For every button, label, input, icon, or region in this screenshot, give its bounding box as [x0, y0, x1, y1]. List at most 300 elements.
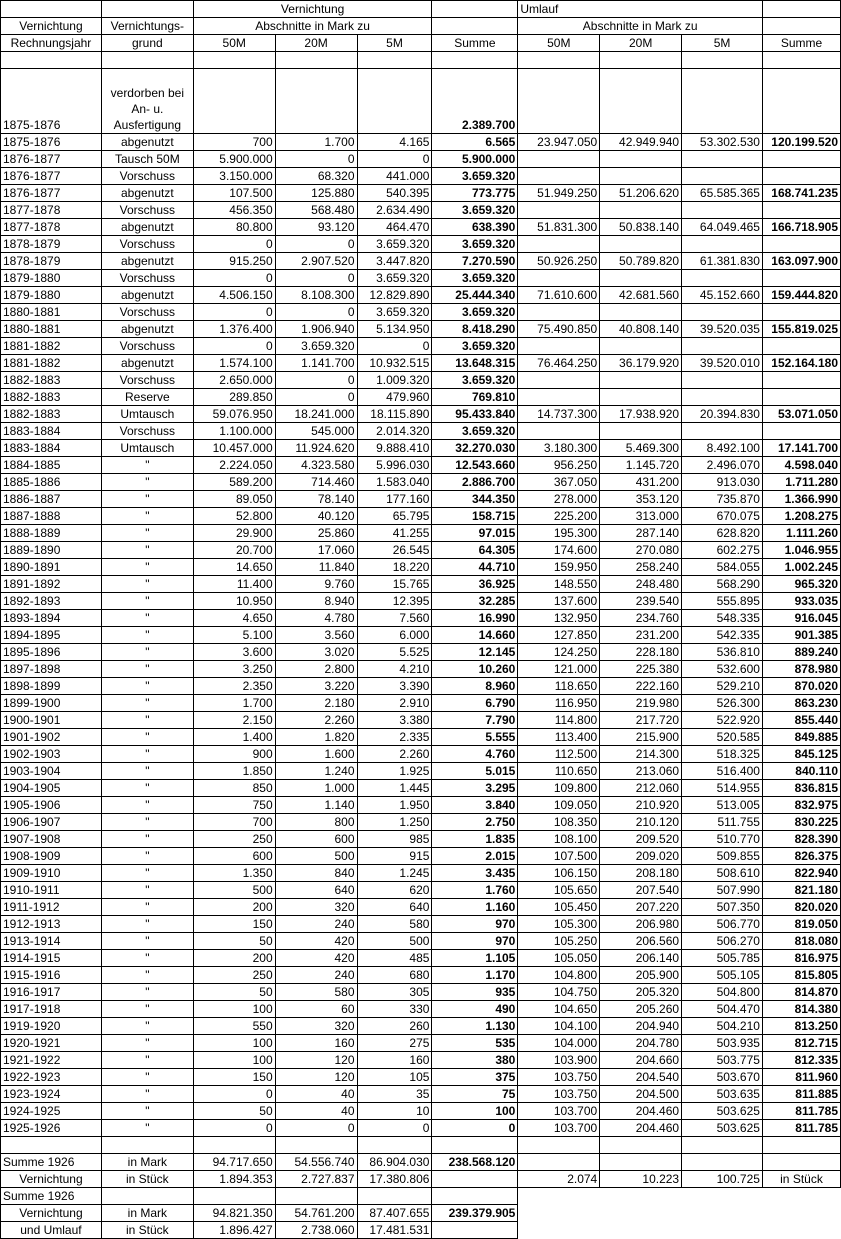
umlauf-5m-cell: 568.290	[682, 576, 763, 593]
table-row	[1, 219, 841, 236]
umlauf-5m-cell: 514.955	[682, 780, 763, 797]
vernichtung-50m-cell: 3.150.000	[193, 168, 275, 185]
umlauf-20m-cell: 214.300	[600, 746, 682, 763]
vernichtung-20m-cell: 4.780	[275, 610, 357, 627]
vernichtung-summe-cell: 25.444.340	[432, 287, 518, 304]
year-cell: 1920-1921	[1, 1035, 102, 1052]
table-row	[1, 525, 841, 542]
umlauf-20m-cell: 207.540	[600, 882, 682, 899]
year-cell: 1922-1923	[1, 1069, 102, 1086]
vernichtung-5m-cell: 275	[357, 1035, 432, 1052]
umlauf-5m-cell: 508.610	[682, 865, 763, 882]
umlauf-50m-cell	[518, 338, 600, 355]
vernichtung-5m-cell: 65.795	[357, 508, 432, 525]
table-row	[1, 491, 841, 508]
vernichtung-50m-cell: 700	[193, 814, 275, 831]
vernichtung-5m-cell: 4.210	[357, 661, 432, 678]
umlauf-50m-cell: 112.500	[518, 746, 600, 763]
vernichtung-5m-cell: 540.395	[357, 185, 432, 202]
umlauf-20m-cell: 40.808.140	[600, 321, 682, 338]
header-blank	[1, 1, 102, 18]
vernichtung-summe-cell: 344.350	[432, 491, 518, 508]
vernichtung-50m-cell: 915.250	[193, 253, 275, 270]
reason-cell: "	[101, 729, 193, 746]
vernichtung-50m-cell: 150	[193, 916, 275, 933]
reason-cell: Tausch 50M	[101, 151, 193, 168]
umlauf-5m-cell	[682, 338, 763, 355]
umlauf-summe-cell: 822.940	[762, 865, 840, 882]
umlauf-summe-cell: 163.097.900	[762, 253, 840, 270]
reason-cell: "	[101, 950, 193, 967]
umlauf-5m-cell	[682, 168, 763, 185]
umlauf-summe-cell	[762, 270, 840, 287]
header-blank	[762, 18, 840, 35]
umlauf-50m-cell: 103.700	[518, 1103, 600, 1120]
summary-v50: 1.896.427	[193, 1222, 275, 1239]
vernichtung-20m-cell: 2.907.520	[275, 253, 357, 270]
vernichtung-20m-cell: 0	[275, 389, 357, 406]
vernichtung-5m-cell: 0	[357, 338, 432, 355]
umlauf-5m-cell: 511.755	[682, 814, 763, 831]
umlauf-20m-cell: 210.920	[600, 797, 682, 814]
umlauf-summe-cell	[762, 69, 840, 134]
vernichtung-summe-cell: 14.660	[432, 627, 518, 644]
vernichtung-20m-cell: 3.220	[275, 678, 357, 695]
vernichtung-summe-cell: 970	[432, 933, 518, 950]
umlauf-5m-cell: 8.492.100	[682, 440, 763, 457]
year-cell: 1901-1902	[1, 729, 102, 746]
vernichtung-50m-cell: 200	[193, 899, 275, 916]
table-row	[1, 542, 841, 559]
header-row-3	[1, 35, 841, 52]
summary-unit: in Mark	[101, 1154, 193, 1171]
vernichtung-20m-cell: 68.320	[275, 168, 357, 185]
table-row	[1, 253, 841, 270]
vernichtung-20m-cell: 25.860	[275, 525, 357, 542]
vernichtung-5m-cell: 2.634.490	[357, 202, 432, 219]
vernichtung-5m-cell: 2.335	[357, 729, 432, 746]
vernichtung-20m-cell: 40.120	[275, 508, 357, 525]
umlauf-20m-cell: 287.140	[600, 525, 682, 542]
vernichtung-5m-cell: 160	[357, 1052, 432, 1069]
vernichtung-summe-cell: 1.760	[432, 882, 518, 899]
vernichtung-5m-cell: 18.220	[357, 559, 432, 576]
header-u20: 20M	[600, 35, 682, 52]
reason-cell: Vorschuss	[101, 304, 193, 321]
table-row	[1, 270, 841, 287]
vernichtung-5m-cell: 177.160	[357, 491, 432, 508]
vernichtung-50m-cell: 2.150	[193, 712, 275, 729]
year-cell: 1910-1911	[1, 882, 102, 899]
table-row	[1, 1001, 841, 1018]
vernichtung-50m-cell: 2.224.050	[193, 457, 275, 474]
umlauf-summe-cell: 811.785	[762, 1120, 840, 1137]
umlauf-5m-cell: 532.600	[682, 661, 763, 678]
summary-unit: in Stück	[101, 1171, 193, 1188]
year-cell: 1919-1920	[1, 1018, 102, 1035]
umlauf-20m-cell: 231.200	[600, 627, 682, 644]
umlauf-5m-cell: 507.990	[682, 882, 763, 899]
summary-body	[1, 1137, 841, 1239]
vernichtung-20m-cell: 93.120	[275, 219, 357, 236]
umlauf-50m-cell: 50.926.250	[518, 253, 600, 270]
umlauf-50m-cell: 105.450	[518, 899, 600, 916]
umlauf-summe-cell: 889.240	[762, 644, 840, 661]
vernichtung-5m-cell: 9.888.410	[357, 440, 432, 457]
vernichtung-5m-cell: 620	[357, 882, 432, 899]
table-row	[1, 185, 841, 202]
vernichtung-20m-cell: 11.924.620	[275, 440, 357, 457]
umlauf-5m-cell: 518.325	[682, 746, 763, 763]
reason-cell: "	[101, 695, 193, 712]
umlauf-50m-cell: 23.947.050	[518, 134, 600, 151]
table-row	[1, 610, 841, 627]
reason-cell: "	[101, 1035, 193, 1052]
reason-cell: Vorschuss	[101, 372, 193, 389]
vernichtung-20m-cell: 9.760	[275, 576, 357, 593]
umlauf-50m-cell: 148.550	[518, 576, 600, 593]
reason-cell: Vorschuss	[101, 236, 193, 253]
umlauf-20m-cell: 248.480	[600, 576, 682, 593]
vernichtung-5m-cell: 985	[357, 831, 432, 848]
header-blank	[762, 1, 840, 18]
umlauf-5m-cell: 529.210	[682, 678, 763, 695]
vernichtung-5m-cell: 915	[357, 848, 432, 865]
table-row	[1, 865, 841, 882]
vernichtung-5m-cell: 3.659.320	[357, 236, 432, 253]
umlauf-20m-cell: 213.060	[600, 763, 682, 780]
reason-cell: Umtausch	[101, 440, 193, 457]
reason-cell: abgenutzt	[101, 355, 193, 372]
vernichtung-20m-cell: 1.140	[275, 797, 357, 814]
vernichtung-summe-cell: 2.015	[432, 848, 518, 865]
umlauf-20m-cell: 204.660	[600, 1052, 682, 1069]
summary-u50: 2.074	[518, 1171, 600, 1188]
vernichtung-20m-cell: 40	[275, 1086, 357, 1103]
vernichtung-50m-cell: 80.800	[193, 219, 275, 236]
vernichtung-5m-cell: 7.560	[357, 610, 432, 627]
year-cell: 1887-1888	[1, 508, 102, 525]
umlauf-20m-cell	[600, 168, 682, 185]
umlauf-summe-cell: 811.885	[762, 1086, 840, 1103]
umlauf-5m-cell: 503.775	[682, 1052, 763, 1069]
umlauf-50m-cell: 114.800	[518, 712, 600, 729]
vernichtung-5m-cell: 26.545	[357, 542, 432, 559]
year-cell: 1877-1878	[1, 219, 102, 236]
year-cell: 1885-1886	[1, 474, 102, 491]
umlauf-summe-cell: 168.741.235	[762, 185, 840, 202]
vernichtung-summe-cell: 100	[432, 1103, 518, 1120]
vernichtung-5m-cell: 41.255	[357, 525, 432, 542]
umlauf-summe-cell: 120.199.520	[762, 134, 840, 151]
vernichtung-summe-cell: 12.543.660	[432, 457, 518, 474]
vernichtung-summe-cell: 10.260	[432, 661, 518, 678]
vernichtung-summe-cell: 2.750	[432, 814, 518, 831]
umlauf-50m-cell: 174.600	[518, 542, 600, 559]
vernichtung-50m-cell: 900	[193, 746, 275, 763]
umlauf-summe-cell: 53.071.050	[762, 406, 840, 423]
year-cell: 1924-1925	[1, 1103, 102, 1120]
vernichtung-5m-cell: 485	[357, 950, 432, 967]
year-cell: 1906-1907	[1, 814, 102, 831]
umlauf-50m-cell: 367.050	[518, 474, 600, 491]
umlauf-summe-cell: 4.598.040	[762, 457, 840, 474]
vernichtung-50m-cell: 14.650	[193, 559, 275, 576]
vernichtung-summe-cell: 5.015	[432, 763, 518, 780]
vernichtung-50m-cell: 1.350	[193, 865, 275, 882]
header-row-1	[1, 1, 841, 18]
umlauf-20m-cell: 239.540	[600, 593, 682, 610]
table-row	[1, 984, 841, 1001]
umlauf-5m-cell: 584.055	[682, 559, 763, 576]
vernichtung-20m-cell: 1.141.700	[275, 355, 357, 372]
summary-v5: 86.904.030	[357, 1154, 432, 1171]
reason-cell: "	[101, 899, 193, 916]
header-blank	[432, 18, 518, 35]
reason-cell: "	[101, 746, 193, 763]
umlauf-summe-cell: 813.250	[762, 1018, 840, 1035]
year-cell: 1888-1889	[1, 525, 102, 542]
vernichtung-summe-cell: 535	[432, 1035, 518, 1052]
umlauf-5m-cell: 536.810	[682, 644, 763, 661]
year-cell: 1882-1883	[1, 406, 102, 423]
vernichtung-20m-cell: 580	[275, 984, 357, 1001]
summary-label: Summe 1926	[1, 1188, 102, 1205]
umlauf-5m-cell: 65.585.365	[682, 185, 763, 202]
vernichtung-50m-cell: 3.250	[193, 661, 275, 678]
vernichtung-summe-cell: 8.418.290	[432, 321, 518, 338]
vernichtung-20m-cell: 320	[275, 1018, 357, 1035]
umlauf-50m-cell: 104.750	[518, 984, 600, 1001]
umlauf-20m-cell: 219.980	[600, 695, 682, 712]
vernichtung-50m-cell: 2.350	[193, 678, 275, 695]
vernichtung-summe-cell: 7.790	[432, 712, 518, 729]
table-row	[1, 1103, 841, 1120]
reason-cell: "	[101, 916, 193, 933]
year-cell: 1902-1903	[1, 746, 102, 763]
vernichtung-5m-cell: 18.115.890	[357, 406, 432, 423]
umlauf-summe-cell	[762, 168, 840, 185]
umlauf-20m-cell	[600, 151, 682, 168]
umlauf-summe-cell: 811.960	[762, 1069, 840, 1086]
year-cell: 1881-1882	[1, 355, 102, 372]
vernichtung-summe-cell: 95.433.840	[432, 406, 518, 423]
year-cell: 1914-1915	[1, 950, 102, 967]
vernichtung-5m-cell: 1.950	[357, 797, 432, 814]
umlauf-5m-cell: 503.635	[682, 1086, 763, 1103]
umlauf-50m-cell: 76.464.250	[518, 355, 600, 372]
year-cell: 1876-1877	[1, 185, 102, 202]
table-row	[1, 967, 841, 984]
vernichtung-20m-cell: 0	[275, 151, 357, 168]
table-row	[1, 1120, 841, 1137]
umlauf-20m-cell	[600, 236, 682, 253]
header-blank	[432, 1, 518, 18]
table-row	[1, 814, 841, 831]
vernichtung-20m-cell: 18.241.000	[275, 406, 357, 423]
table-row	[1, 678, 841, 695]
table-row	[1, 627, 841, 644]
vernichtung-50m-cell: 456.350	[193, 202, 275, 219]
vernichtung-50m-cell: 100	[193, 1035, 275, 1052]
umlauf-summe-cell: 814.870	[762, 984, 840, 1001]
vernichtung-20m-cell: 4.323.580	[275, 457, 357, 474]
vernichtung-5m-cell: 0	[357, 1120, 432, 1137]
header-v50: 50M	[193, 35, 275, 52]
vernichtung-50m-cell: 89.050	[193, 491, 275, 508]
vernichtung-summe-cell: 5.900.000	[432, 151, 518, 168]
umlauf-50m-cell: 103.900	[518, 1052, 600, 1069]
reason-cell: abgenutzt	[101, 134, 193, 151]
reason-cell: "	[101, 474, 193, 491]
umlauf-summe-cell	[762, 236, 840, 253]
vernichtung-50m-cell: 1.574.100	[193, 355, 275, 372]
reason-cell: "	[101, 1069, 193, 1086]
vernichtung-5m-cell: 5.525	[357, 644, 432, 661]
vernichtung-summe-cell: 3.659.320	[432, 202, 518, 219]
umlauf-50m-cell: 109.800	[518, 780, 600, 797]
umlauf-summe-cell	[762, 338, 840, 355]
umlauf-5m-cell: 516.400	[682, 763, 763, 780]
umlauf-20m-cell: 5.469.300	[600, 440, 682, 457]
vernichtung-summe-cell: 5.555	[432, 729, 518, 746]
reason-cell: "	[101, 780, 193, 797]
umlauf-20m-cell: 204.460	[600, 1103, 682, 1120]
umlauf-5m-cell: 548.335	[682, 610, 763, 627]
umlauf-50m-cell: 278.000	[518, 491, 600, 508]
table-row	[1, 916, 841, 933]
umlauf-summe-cell: 826.375	[762, 848, 840, 865]
vernichtung-50m-cell: 52.800	[193, 508, 275, 525]
summary-row-4	[1, 1205, 841, 1222]
vernichtung-summe-cell: 6.790	[432, 695, 518, 712]
umlauf-summe-cell: 901.385	[762, 627, 840, 644]
umlauf-summe-cell: 855.440	[762, 712, 840, 729]
header-abschnitte-vernichtung: Abschnitte in Mark zu	[193, 18, 432, 35]
reason-cell: abgenutzt	[101, 219, 193, 236]
table-row	[1, 440, 841, 457]
umlauf-summe-cell: 830.225	[762, 814, 840, 831]
vernichtung-summe-cell: 375	[432, 1069, 518, 1086]
umlauf-summe-cell: 849.885	[762, 729, 840, 746]
vernichtung-50m-cell: 550	[193, 1018, 275, 1035]
header-umlauf: Umlauf	[518, 1, 763, 18]
umlauf-50m-cell: 103.700	[518, 1120, 600, 1137]
reason-cell: "	[101, 678, 193, 695]
umlauf-20m-cell: 204.460	[600, 1120, 682, 1137]
year-cell: 1923-1924	[1, 1086, 102, 1103]
spacer-row	[1, 52, 841, 69]
summary-row-1	[1, 1154, 841, 1171]
vernichtung-20m-cell: 0	[275, 270, 357, 287]
vernichtung-50m-cell: 1.376.400	[193, 321, 275, 338]
vernichtung-summe-cell: 4.760	[432, 746, 518, 763]
year-cell: 1880-1881	[1, 304, 102, 321]
reason-cell: "	[101, 457, 193, 474]
vernichtung-5m-cell: 1.009.320	[357, 372, 432, 389]
vernichtung-50m-cell: 750	[193, 797, 275, 814]
vernichtung-50m-cell: 100	[193, 1001, 275, 1018]
vernichtung-20m-cell: 1.000	[275, 780, 357, 797]
table-row	[1, 1035, 841, 1052]
reason-cell: "	[101, 593, 193, 610]
vernichtung-summe-cell: 158.715	[432, 508, 518, 525]
umlauf-20m-cell: 313.000	[600, 508, 682, 525]
year-cell: 1875-1876	[1, 69, 102, 134]
umlauf-5m-cell: 2.496.070	[682, 457, 763, 474]
vernichtung-summe-cell: 1.835	[432, 831, 518, 848]
umlauf-5m-cell: 628.820	[682, 525, 763, 542]
reason-cell: Vorschuss	[101, 168, 193, 185]
vernichtung-50m-cell: 700	[193, 134, 275, 151]
umlauf-20m-cell: 205.320	[600, 984, 682, 1001]
umlauf-50m-cell: 132.950	[518, 610, 600, 627]
umlauf-5m-cell: 513.005	[682, 797, 763, 814]
vernichtung-summe-cell: 490	[432, 1001, 518, 1018]
umlauf-50m-cell: 104.100	[518, 1018, 600, 1035]
vernichtung-summe-cell: 1.160	[432, 899, 518, 916]
umlauf-50m-cell	[518, 423, 600, 440]
vernichtung-20m-cell: 600	[275, 831, 357, 848]
vernichtung-20m-cell: 8.940	[275, 593, 357, 610]
umlauf-50m-cell: 108.350	[518, 814, 600, 831]
umlauf-50m-cell: 137.600	[518, 593, 600, 610]
vernichtung-50m-cell: 10.457.000	[193, 440, 275, 457]
table-row	[1, 933, 841, 950]
vernichtung-summe-cell: 6.565	[432, 134, 518, 151]
vernichtung-summe-cell: 13.648.315	[432, 355, 518, 372]
umlauf-50m-cell	[518, 168, 600, 185]
umlauf-summe-cell: 815.805	[762, 967, 840, 984]
reason-cell: "	[101, 1018, 193, 1035]
table-row	[1, 338, 841, 355]
reason-cell: "	[101, 1001, 193, 1018]
table-row	[1, 593, 841, 610]
vernichtung-50m-cell: 250	[193, 831, 275, 848]
year-cell: 1883-1884	[1, 423, 102, 440]
year-cell: 1886-1887	[1, 491, 102, 508]
vernichtung-summe-cell: 44.710	[432, 559, 518, 576]
vernichtung-50m-cell: 0	[193, 236, 275, 253]
umlauf-50m-cell: 107.500	[518, 848, 600, 865]
year-cell: 1915-1916	[1, 967, 102, 984]
umlauf-summe-cell: 811.785	[762, 1103, 840, 1120]
umlauf-summe-cell: 1.208.275	[762, 508, 840, 525]
summary-v50: 94.717.650	[193, 1154, 275, 1171]
table-row	[1, 406, 841, 423]
summary-v20: 2.727.837	[275, 1171, 357, 1188]
vernichtung-summe-cell: 3.435	[432, 865, 518, 882]
umlauf-20m-cell: 209.020	[600, 848, 682, 865]
umlauf-summe-cell: 159.444.820	[762, 287, 840, 304]
vernichtung-20m-cell: 420	[275, 950, 357, 967]
umlauf-50m-cell	[518, 202, 600, 219]
summary-row-3	[1, 1188, 841, 1205]
umlauf-20m-cell: 204.940	[600, 1018, 682, 1035]
umlauf-50m-cell: 106.150	[518, 865, 600, 882]
year-cell: 1876-1877	[1, 151, 102, 168]
vernichtung-20m-cell: 2.180	[275, 695, 357, 712]
vernichtung-50m-cell: 4.650	[193, 610, 275, 627]
table-row	[1, 355, 841, 372]
reason-cell: "	[101, 967, 193, 984]
umlauf-20m-cell: 270.080	[600, 542, 682, 559]
table-row	[1, 151, 841, 168]
umlauf-summe-cell: 965.320	[762, 576, 840, 593]
umlauf-summe-cell: 821.180	[762, 882, 840, 899]
summary-v20: 2.738.060	[275, 1222, 357, 1239]
reason-cell: Umtausch	[101, 406, 193, 423]
